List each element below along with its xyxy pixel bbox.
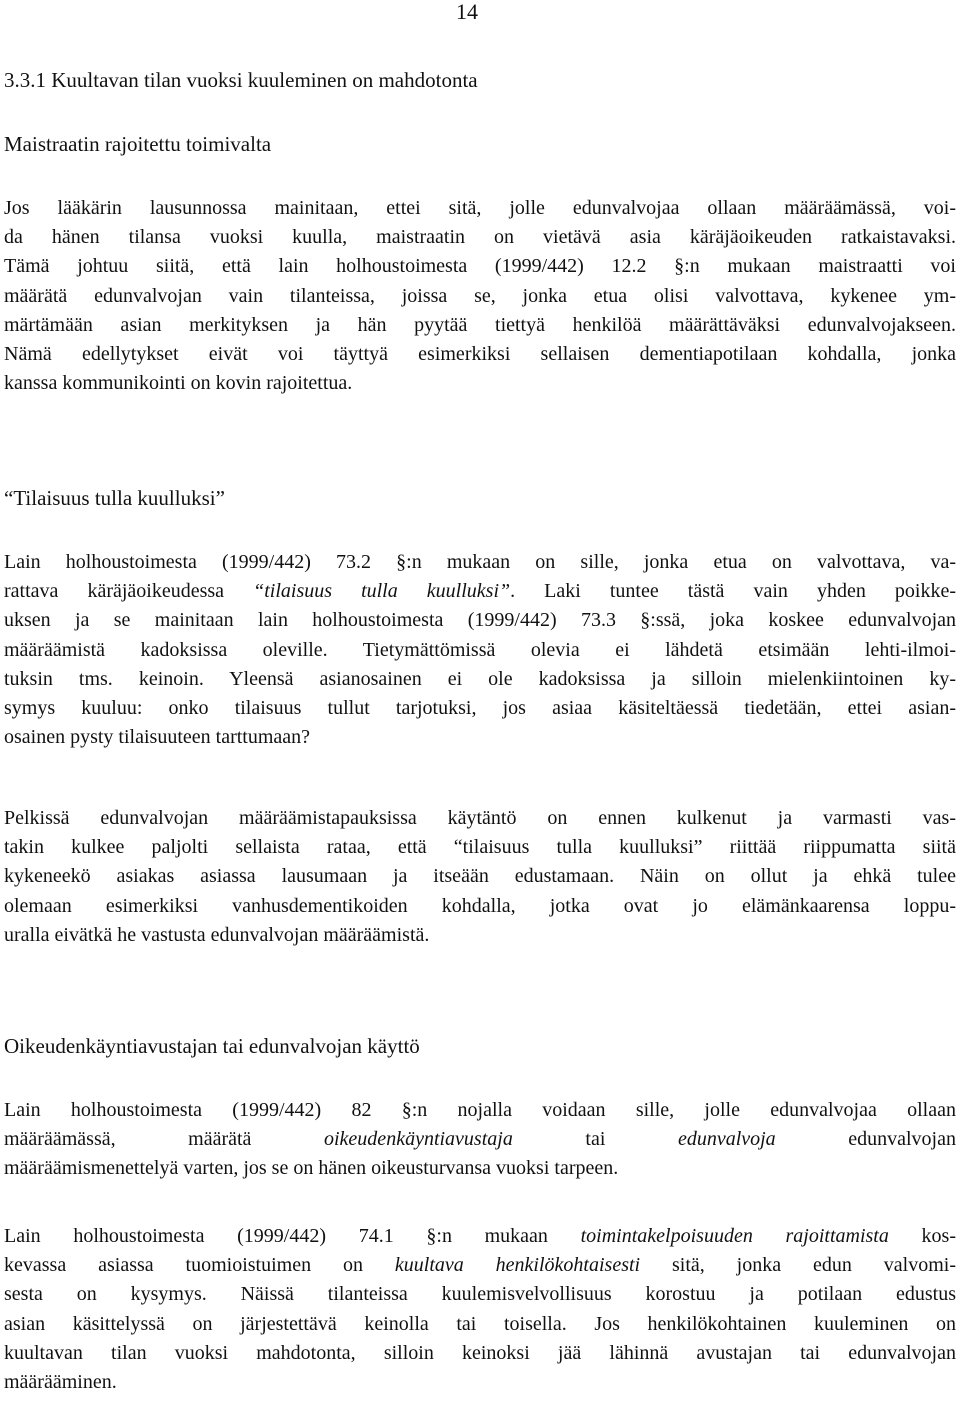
- text-line: määräämismenettelyä varten, jos se on hänen oikeusturvansa vuoksi tarpeen.: [4, 1157, 619, 1180]
- text-line: kuultavan tilan vuoksi mahdotonta, silloin keinoksi jää lähinnä avustajan tai edunvalvojan: [4, 1341, 956, 1364]
- text-line: kanssa kommunikointi on kovin rajoitettua.: [4, 372, 353, 395]
- subheading-opportunity-to-be-heard: “Tilaisuus tulla kuulluksi”: [4, 486, 225, 510]
- paragraph-5: [4, 1222, 956, 1397]
- text-segment: kos-: [888, 1225, 956, 1247]
- paragraph-2: [4, 548, 956, 752]
- text-line: tuksin tms. keinoin. Yleensä asianosainen ei ole kadoksissa ja silloin mielenkiintoinen ky-: [4, 667, 956, 690]
- text-line: [4, 577, 956, 606]
- text-line: [4, 1125, 956, 1154]
- text-line: [4, 1222, 956, 1251]
- text-line: olemaan esimerkiksi vanhusdementikoiden kohdalla, jotka ovat jo elämänkaarensa loppu-: [4, 894, 956, 917]
- emphasis-text: edunvalvoja: [677, 1128, 776, 1151]
- text-line: symys kuuluu: onko tilaisuus tullut tarjotuksi, jos asiaa käsiteltäessä tiedetään, ettei asian-: [4, 697, 956, 720]
- text-segment: Lain holhoustoimesta (1999/442) 74.1 §:n mukaan: [4, 1225, 581, 1247]
- text-segment: sitä, jonka edun valvomi-: [640, 1254, 956, 1277]
- text-line: määrätä edunvalvojan vain tilanteissa, joissa se, jonka etua olisi valvottava, kykenee ym-: [4, 284, 956, 307]
- paragraph-4: [4, 1096, 956, 1184]
- text-line: takin kulkee paljolti sellaista rataa, että “tilaisuus tulla kuulluksi” riittää riippumatta siitä: [4, 836, 956, 859]
- text-line: Lain holhoustoimesta (1999/442) 82 §:n nojalla voidaan sille, jolle edunvalvojaa ollaan: [4, 1099, 956, 1121]
- emphasis-text: kuultava henkilökohtaisesti: [394, 1254, 641, 1277]
- emphasis-text: “tilaisuus tulla kuulluksi”: [253, 580, 511, 603]
- text-segment: tai: [512, 1128, 678, 1151]
- text-line: Tämä johtuu siitä, että lain holhoustoimesta (1999/442) 12.2 §:n mukaan maistraatti voi: [4, 255, 956, 278]
- text-segment: kevassa asiassa tuomioistuimen on: [4, 1254, 395, 1277]
- subheading-counsel-or-guardian: Oikeudenkäyntiavustajan tai edunvalvojan käyttö: [4, 1034, 420, 1058]
- text-line: määräämistä kadoksissa oleville. Tietymättömissä olevia ei lähdetä etsimään lehti-ilmoi-: [4, 638, 956, 661]
- paragraph-3: [4, 804, 956, 950]
- section-heading: 3.3.1 Kuultavan tilan vuoksi kuuleminen on mahdotonta: [4, 68, 478, 92]
- emphasis-text: toimintakelpoisuuden rajoittamista: [580, 1225, 889, 1247]
- paragraph-1: [4, 194, 956, 398]
- text-line: Jos lääkärin lausunnossa mainitaan, ettei sitä, jolle edunvalvojaa ollaan määräämässä, voi-: [4, 197, 956, 219]
- text-line: sesta on kysymys. Näissä tilanteissa kuulemisvelvollisuus korostuu ja potilaan edustus: [4, 1283, 956, 1306]
- text-line: osainen pysty tilaisuuteen tarttumaan?: [4, 726, 311, 749]
- text-segment: . Laki tuntee tästä vain yhden poikke-: [510, 580, 956, 603]
- emphasis-text: oikeudenkäyntiavustaja: [324, 1128, 513, 1151]
- text-segment: määräämässä, määrätä: [4, 1128, 324, 1151]
- subheading-limited-jurisdiction: Maistraatin rajoitettu toimivalta: [4, 132, 272, 156]
- text-segment: rattava käräjäoikeudessa: [4, 580, 254, 603]
- text-line: asian käsittelyssä on järjestettävä keinolla tai toisella. Jos henkilökohtainen kuuleminen on: [4, 1312, 956, 1335]
- text-line: [4, 1251, 956, 1280]
- text-line: da hänen tilansa vuoksi kuulla, maistraatin on vietävä asia käräjäoikeuden ratkaistavaksi.: [4, 226, 956, 249]
- text-line: kykeneekö asiakas asiassa lausumaan ja itseään edustamaan. Näin on ollut ja ehkä tulee: [4, 865, 956, 888]
- text-line: määrääminen.: [4, 1371, 117, 1394]
- text-line: Lain holhoustoimesta (1999/442) 73.2 §:n mukaan on sille, jonka etua on valvottava, va-: [4, 551, 956, 573]
- page-number: 14: [456, 0, 478, 24]
- text-line: uksen ja se mainitaan lain holhoustoimesta (1999/442) 73.3 §:ssä, joka koskee edunvalvojan: [4, 609, 956, 632]
- text-segment: edunvalvojan: [775, 1128, 956, 1151]
- text-line: uralla eivätkä he vastusta edunvalvojan määräämistä.: [4, 923, 430, 946]
- text-line: märtämään asian merkityksen ja hän pyytää tiettyä henkilöä määrättäväksi edunvalvojakseen.: [4, 313, 956, 336]
- text-line: Nämä edellytykset eivät voi täyttyä esimerkiksi sellaisen dementiapotilaan kohdalla, jonka: [4, 343, 956, 366]
- text-line: Pelkissä edunvalvojan määräämistapauksissa käytäntö on ennen kulkenut ja varmasti vas-: [4, 807, 956, 829]
